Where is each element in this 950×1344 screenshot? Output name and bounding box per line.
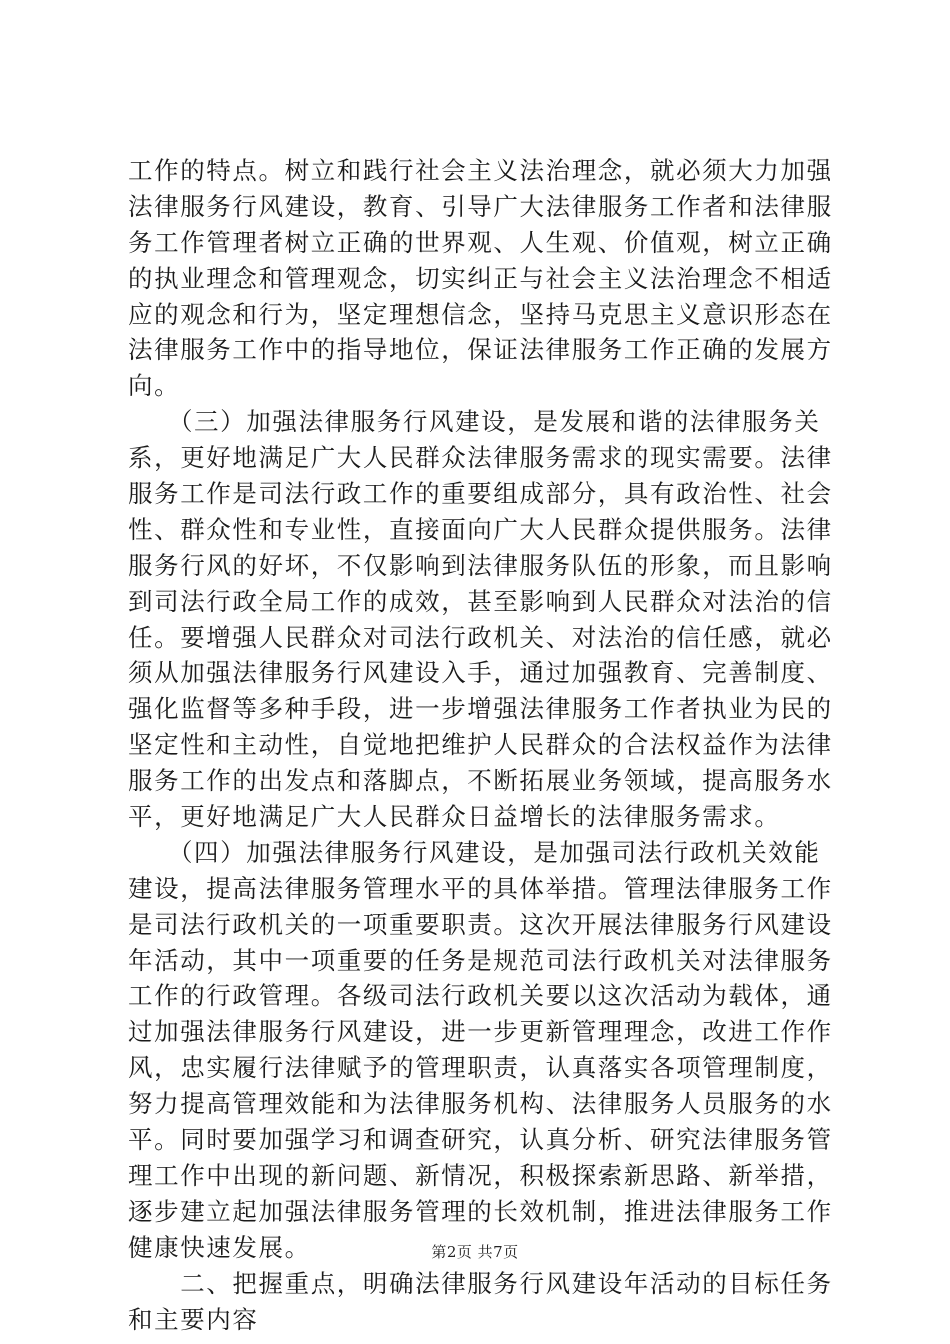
text-line: 的执业理念和管理观念，切实纠正与社会主义法治理念不相适 — [128, 263, 833, 293]
text-line: 过加强法律服务行风建设，进一步更新管理理念，改进工作作 — [128, 1017, 833, 1047]
text-line: 向。 — [128, 371, 181, 401]
text-line: 务工作管理者树立正确的世界观、人生观、价值观，树立正确 — [128, 227, 833, 257]
text-line: 服务工作的出发点和落脚点，不断拓展业务领域，提高服务水 — [128, 766, 833, 796]
text-line: 健康快速发展。 — [128, 1232, 311, 1262]
text-line: 是司法行政机关的一项重要职责。这次开展法律服务行风建设 — [128, 909, 833, 939]
text-line: 法律服务工作中的指导地位，保证法律服务工作正确的发展方 — [128, 335, 833, 365]
text-line: 二、把握重点，明确法律服务行风建设年活动的目标任务 — [128, 1268, 833, 1298]
text-line: 应的观念和行为，坚定理想信念，坚持马克思主义意识形态在 — [128, 299, 833, 329]
text-line: 工作的行政管理。各级司法行政机关要以这次活动为载体，通 — [128, 981, 833, 1011]
text-line: （三）加强法律服务行风建设，是发展和谐的法律服务关 — [128, 407, 821, 437]
text-line: 须从加强法律服务行风建设入手，通过加强教育、完善制度、 — [128, 658, 833, 688]
text-line: 年活动，其中一项重要的任务是规范司法行政机关对法律服务 — [128, 945, 833, 975]
text-line: 系，更好地满足广大人民群众法律服务需求的现实需要。法律 — [128, 443, 833, 473]
page-footer: 第2页 共7页 — [431, 1243, 519, 1261]
text-line: 逐步建立起加强法律服务管理的长效机制，推进法律服务工作 — [128, 1196, 833, 1226]
text-line: 到司法行政全局工作的成效，甚至影响到人民群众对法治的信 — [128, 586, 833, 616]
text-line: 平，更好地满足广大人民群众日益增长的法律服务需求。 — [128, 802, 781, 832]
text-line: 性、群众性和专业性，直接面向广大人民群众提供服务。法律 — [128, 514, 833, 544]
text-line: 坚定性和主动性，自觉地把维护人民群众的合法权益作为法律 — [128, 730, 833, 760]
text-line: 工作的特点。树立和践行社会主义法治理念，就必须大力加强 — [128, 156, 833, 185]
text-line: 平。同时要加强学习和调查研究，认真分析、研究法律服务管 — [128, 1125, 833, 1155]
text-line: 理工作中出现的新问题、新情况，积极探索新思路、新举措， — [128, 1160, 833, 1190]
text-line: 努力提高管理效能和为法律服务机构、法律服务人员服务的水 — [128, 1089, 833, 1119]
document-body — [128, 153, 833, 1337]
text-line: 服务工作是司法行政工作的重要组成部分，具有政治性、社会 — [128, 479, 833, 509]
text-line: 建设，提高法律服务管理水平的具体举措。管理法律服务工作 — [128, 873, 833, 903]
text-line: 和主要内容 — [128, 1304, 259, 1334]
text-line: 任。要增强人民群众对司法行政机关、对法治的信任感，就必 — [128, 622, 833, 652]
text-line: 强化监督等多种手段，进一步增强法律服务工作者执业为民的 — [128, 694, 833, 724]
text-line: （四）加强法律服务行风建设，是加强司法行政机关效能 — [128, 837, 821, 867]
text-line: 法律服务行风建设，教育、引导广大法律服务工作者和法律服 — [128, 191, 833, 221]
text-line: 服务行风的好坏，不仅影响到法律服务队伍的形象，而且影响 — [128, 550, 833, 580]
text-line: 风，忠实履行法律赋予的管理职责，认真落实各项管理制度， — [128, 1053, 833, 1083]
